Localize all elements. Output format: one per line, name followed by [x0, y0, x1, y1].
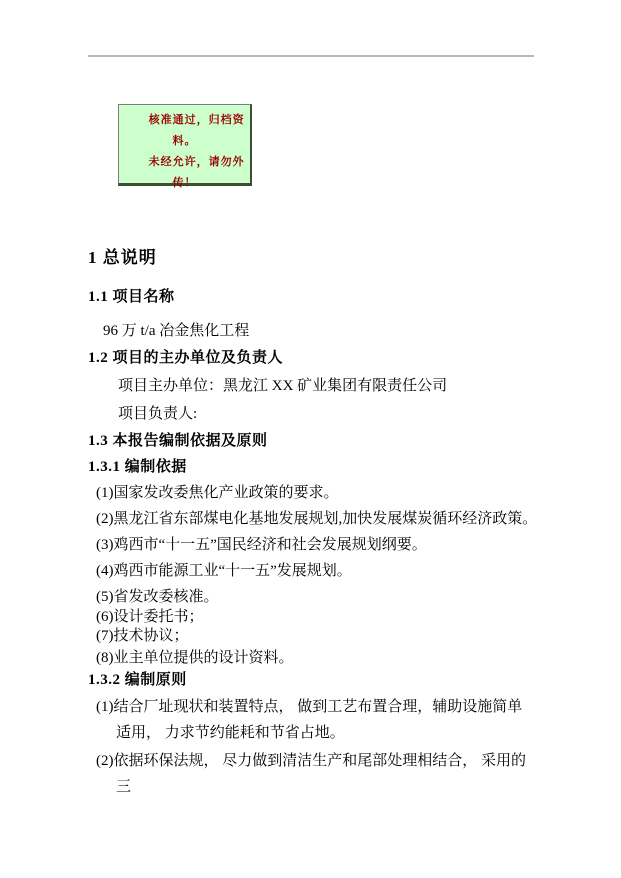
heading-project-name: 1.1 项目名称	[88, 289, 175, 305]
heading-sponsor-unit: 1.2 项目的主办单位及负责人	[88, 350, 284, 366]
principle-item-1: (1)结合厂址现状和装置特点， 做到工艺布置合理，辅助设施简单适用， 力求节约能耗和节省占地。	[96, 699, 523, 741]
sponsor-unit-text: 项目主办单位：黑龙江 XX 矿业集团有限责任公司	[118, 378, 448, 394]
heading-compilation-basis: 1.3.1 编制依据	[88, 459, 187, 475]
basis-item-3: (3)鸡西市“十一五”国民经济和社会发展规划纲要。	[96, 537, 427, 553]
project-leader-text: 项目负责人:	[118, 406, 198, 422]
basis-item-2: (2)黑龙江省东部煤电化基地发展规划,加快发展煤炭循环经济政策。	[96, 511, 538, 527]
heading-basis-and-principles: 1.3 本报告编制依据及原则	[88, 433, 268, 449]
basis-item-6: (6)设计委托书；	[96, 609, 204, 625]
basis-item-1: (1)国家发改委焦化产业政策的要求。	[96, 485, 339, 501]
principle-item-2: (2)依据环保法规， 尽力做到清洁生产和尾部处理相结合， 采用的三	[96, 753, 526, 795]
basis-item-7: (7)技术协议；	[96, 628, 189, 644]
heading-general-description: 1 总说明	[88, 248, 157, 267]
basis-item-4: (4)鸡西市能源工业“十一五”发展规划。	[96, 563, 352, 579]
basis-item-5: (5)省发改委核准。	[96, 589, 219, 605]
basis-item-8: (8)业主单位提供的设计资料。	[96, 650, 294, 666]
project-name-text: 96 万 t/a 冶金焦化工程	[103, 323, 250, 339]
stamp-line-1: 核准通过，归档资料。	[148, 114, 245, 147]
heading-compilation-principles: 1.3.2 编制原则	[88, 672, 187, 688]
stamp-line-2: 未经允许，请勿外传！	[148, 156, 245, 189]
